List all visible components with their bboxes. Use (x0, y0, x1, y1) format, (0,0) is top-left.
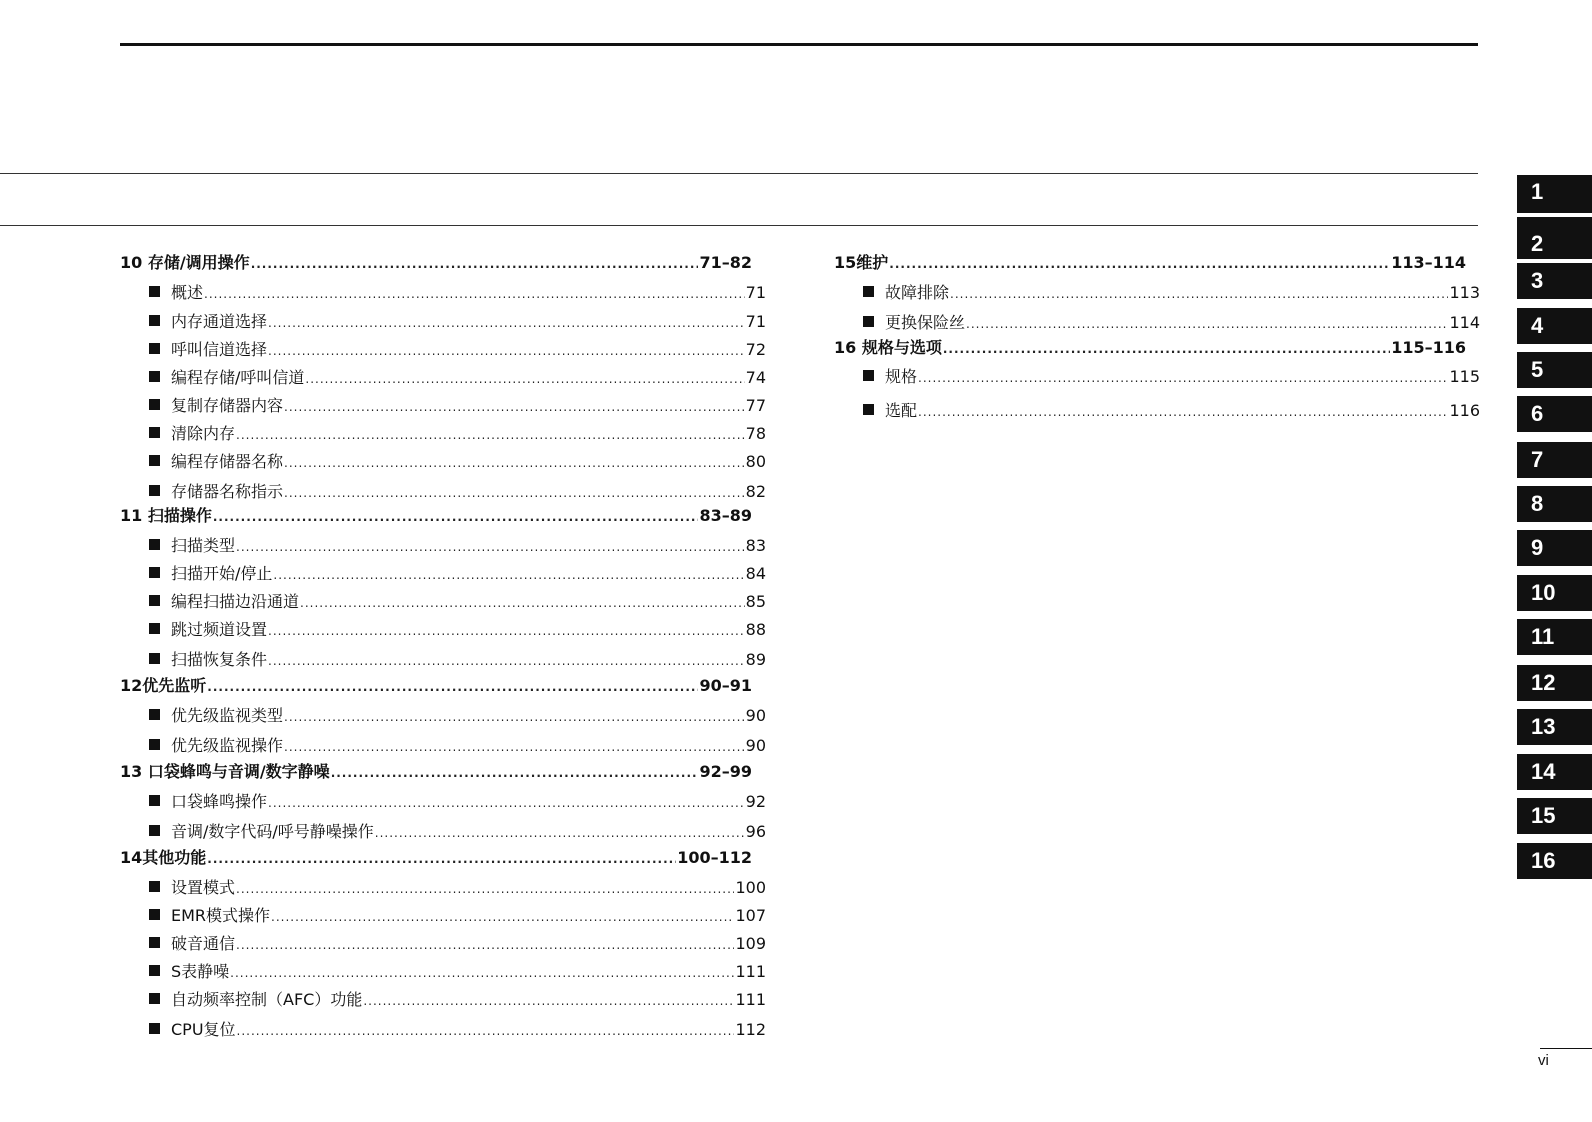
toc-subentry[interactable] (120, 311, 766, 333)
toc-section-entry[interactable] (120, 505, 752, 527)
toc-entry-page: 109 (735, 934, 766, 953)
toc-entry-label: 设置模式 (171, 878, 236, 897)
dot-leader (230, 962, 734, 984)
chapter-tab-4[interactable]: 4 (1517, 308, 1592, 344)
chapter-tab-6[interactable]: 6 (1517, 396, 1592, 432)
dot-leader (284, 396, 745, 418)
toc-subentry[interactable] (120, 563, 766, 585)
toc-subentry[interactable] (120, 821, 766, 843)
dot-leader (918, 367, 1448, 389)
dot-leader (207, 676, 698, 698)
toc-entry-page: 113–114 (1391, 253, 1466, 272)
bullet-square-icon (149, 825, 160, 836)
toc-subentry[interactable] (120, 933, 766, 955)
toc-entry-label: 音调/数字代码/呼号静噪操作 (171, 822, 374, 841)
dot-leader (375, 822, 745, 844)
toc-entry-label: 扫描开始/停止 (171, 564, 273, 583)
dot-leader (331, 762, 699, 784)
toc-subentry[interactable] (120, 395, 766, 417)
toc-entry-page: 83–89 (699, 506, 752, 525)
toc-entry-page: 100–112 (677, 848, 752, 867)
bullet-square-icon (149, 539, 160, 550)
bullet-square-icon (149, 623, 160, 634)
bullet-square-icon (149, 427, 160, 438)
dot-leader (268, 340, 745, 362)
toc-entry-page: 83 (745, 536, 766, 555)
toc-entry-label: 故障排除 (885, 283, 950, 302)
toc-subentry[interactable] (120, 591, 766, 613)
toc-entry-page: 112 (735, 1020, 766, 1039)
toc-entry-page: 115 (1449, 367, 1480, 386)
toc-entry-label: 扫描类型 (171, 536, 236, 555)
header-rule (120, 43, 1478, 46)
chapter-tab-12[interactable]: 12 (1517, 665, 1592, 701)
bullet-square-icon (149, 993, 160, 1004)
toc-entry-page: 74 (745, 368, 766, 387)
toc-entry-label: 选配 (885, 401, 918, 420)
toc-entry-label: 优先级监视操作 (171, 736, 284, 755)
toc-section-entry[interactable] (120, 252, 752, 274)
toc-entry-page: 80 (745, 452, 766, 471)
toc-entry-label: 复制存储器内容 (171, 396, 284, 415)
bullet-square-icon (149, 315, 160, 326)
bullet-square-icon (149, 653, 160, 664)
title-band-bottom-rule (0, 225, 1478, 226)
bullet-square-icon (149, 399, 160, 410)
dot-leader (271, 906, 734, 928)
chapter-tab-14[interactable]: 14 (1517, 754, 1592, 790)
toc-entry-page: 90 (745, 706, 766, 725)
toc-subentry[interactable] (834, 312, 1480, 334)
toc-subentry[interactable] (120, 989, 766, 1011)
toc-subentry[interactable] (120, 535, 766, 557)
dot-leader (204, 283, 745, 305)
toc-entry-label: CPU复位 (171, 1020, 236, 1039)
toc-subentry[interactable] (834, 366, 1480, 388)
toc-subentry[interactable] (120, 735, 766, 757)
dot-leader (268, 792, 745, 814)
toc-entry-page: 115–116 (1391, 338, 1466, 357)
toc-subentry[interactable] (120, 367, 766, 389)
toc-entry-label: 编程扫描边沿通道 (171, 592, 300, 611)
toc-entry-page: 96 (745, 822, 766, 841)
chapter-tab-2[interactable]: 2 (1517, 217, 1592, 259)
toc-entry-label: 编程存储器名称 (171, 452, 284, 471)
toc-entry-page: 100 (735, 878, 766, 897)
toc-entry-label: 自动频率控制（AFC）功能 (171, 990, 363, 1009)
bullet-square-icon (149, 881, 160, 892)
toc-entry-label: 12优先监听 (120, 676, 207, 695)
toc-entry-label: 呼叫信道选择 (171, 340, 268, 359)
toc-subentry[interactable] (120, 619, 766, 641)
dot-leader (889, 253, 1390, 275)
dot-leader (305, 368, 744, 390)
toc-entry-page: 77 (745, 396, 766, 415)
toc-subentry[interactable] (120, 877, 766, 899)
toc-entry-page: 82 (745, 482, 766, 501)
toc-subentry[interactable] (120, 451, 766, 473)
toc-entry-label: 破音通信 (171, 934, 236, 953)
toc-subentry[interactable] (120, 649, 766, 671)
dot-leader (284, 736, 745, 758)
bullet-square-icon (149, 795, 160, 806)
dot-leader (236, 424, 745, 446)
bullet-square-icon (863, 370, 874, 381)
dot-leader (966, 313, 1448, 335)
bullet-square-icon (149, 937, 160, 948)
bullet-square-icon (863, 404, 874, 415)
dot-leader (268, 312, 745, 334)
dot-leader (207, 848, 676, 870)
toc-entry-label: 13 口袋蜂鸣与音调/数字静噪 (120, 762, 330, 781)
toc-entry-label: 存储器名称指示 (171, 482, 284, 501)
bullet-square-icon (863, 286, 874, 297)
page-number: vi (1538, 1052, 1549, 1069)
toc-subentry[interactable] (120, 905, 766, 927)
toc-section-entry[interactable] (120, 675, 752, 697)
toc-entry-page: 111 (735, 990, 766, 1009)
dot-leader (268, 620, 745, 642)
dot-leader (237, 1020, 735, 1042)
dot-leader (918, 401, 1448, 423)
chapter-tab-13[interactable]: 13 (1517, 709, 1592, 745)
bullet-square-icon (149, 371, 160, 382)
toc-entry-page: 92 (745, 792, 766, 811)
toc-subentry[interactable] (120, 481, 766, 503)
page-number-rule (1540, 1048, 1592, 1049)
toc-entry-page: 71–82 (699, 253, 752, 272)
toc-entry-label: 16 规格与选项 (834, 338, 942, 357)
toc-entry-page: 71 (745, 283, 766, 302)
toc-entry-page: 72 (745, 340, 766, 359)
chapter-tab-10[interactable]: 10 (1517, 575, 1592, 611)
toc-entry-label: 编程存储/呼叫信道 (171, 368, 305, 387)
dot-leader (236, 934, 734, 956)
bullet-square-icon (149, 455, 160, 466)
toc-subentry[interactable] (120, 961, 766, 983)
toc-subentry[interactable] (120, 791, 766, 813)
toc-entry-label: 11 扫描操作 (120, 506, 212, 525)
toc-entry-label: 扫描恢复条件 (171, 650, 268, 669)
toc-entry-label: 15维护 (834, 253, 889, 272)
dot-leader (236, 878, 734, 900)
chapter-tab-3[interactable]: 3 (1517, 263, 1592, 299)
toc-entry-page: 84 (745, 564, 766, 583)
toc-entry-label: 清除内存 (171, 424, 236, 443)
toc-subentry[interactable] (120, 423, 766, 445)
toc-entry-page: 90–91 (699, 676, 752, 695)
toc-entry-page: 88 (745, 620, 766, 639)
dot-leader (213, 506, 699, 528)
toc-entry-page: 114 (1449, 313, 1480, 332)
title-band-top-rule (0, 173, 1478, 174)
bullet-square-icon (863, 316, 874, 327)
toc-subentry[interactable] (120, 339, 766, 361)
dot-leader (284, 706, 745, 728)
dot-leader (273, 564, 744, 586)
toc-entry-label: 更换保险丝 (885, 313, 966, 332)
toc-entry-label: 规格 (885, 367, 918, 386)
chapter-tab-15[interactable]: 15 (1517, 798, 1592, 834)
toc-entry-page: 71 (745, 312, 766, 331)
toc-entry-label: EMR模式操作 (171, 906, 271, 925)
toc-subentry[interactable] (120, 705, 766, 727)
chapter-tab-5[interactable]: 5 (1517, 352, 1592, 388)
dot-leader (284, 482, 745, 504)
chapter-tab-9[interactable]: 9 (1517, 530, 1592, 566)
chapter-tab-8[interactable]: 8 (1517, 486, 1592, 522)
bullet-square-icon (149, 343, 160, 354)
bullet-square-icon (149, 595, 160, 606)
bullet-square-icon (149, 909, 160, 920)
dot-leader (300, 592, 745, 614)
toc-entry-label: 14其他功能 (120, 848, 207, 867)
toc-section-entry[interactable] (834, 337, 1466, 359)
chapter-tab-11[interactable]: 11 (1517, 619, 1592, 655)
dot-leader (236, 536, 745, 558)
toc-entry-page: 116 (1449, 401, 1480, 420)
toc-section-entry[interactable] (120, 847, 752, 869)
toc-entry-page: 92–99 (699, 762, 752, 781)
chapter-tab-16[interactable]: 16 (1517, 843, 1592, 879)
bullet-square-icon (149, 567, 160, 578)
toc-entry-page: 85 (745, 592, 766, 611)
toc-entry-label: 内存通道选择 (171, 312, 268, 331)
toc-subentry[interactable] (120, 282, 766, 304)
toc-entry-label: 优先级监视类型 (171, 706, 284, 725)
dot-leader (251, 253, 699, 275)
dot-leader (363, 990, 734, 1012)
toc-entry-label: 口袋蜂鸣操作 (171, 792, 268, 811)
bullet-square-icon (149, 965, 160, 976)
toc-entry-page: 90 (745, 736, 766, 755)
toc-entry-label: 跳过频道设置 (171, 620, 268, 639)
toc-entry-label: 10 存储/调用操作 (120, 253, 250, 272)
bullet-square-icon (149, 485, 160, 496)
toc-entry-page: 107 (735, 906, 766, 925)
toc-section-entry[interactable] (120, 761, 752, 783)
toc-entry-page: 89 (745, 650, 766, 669)
dot-leader (284, 452, 745, 474)
toc-section-entry[interactable] (834, 252, 1466, 274)
toc-subentry[interactable] (834, 282, 1480, 304)
bullet-square-icon (149, 286, 160, 297)
chapter-tab-7[interactable]: 7 (1517, 442, 1592, 478)
dot-leader (268, 650, 745, 672)
dot-leader (943, 338, 1390, 360)
bullet-square-icon (149, 739, 160, 750)
toc-entry-page: 111 (735, 962, 766, 981)
toc-entry-page: 113 (1449, 283, 1480, 302)
toc-entry-page: 78 (745, 424, 766, 443)
toc-subentry[interactable] (834, 400, 1480, 422)
toc-subentry[interactable] (120, 1019, 766, 1041)
bullet-square-icon (149, 709, 160, 720)
toc-entry-label: 概述 (171, 283, 204, 302)
bullet-square-icon (149, 1023, 160, 1034)
chapter-tab-1[interactable]: 1 (1517, 175, 1592, 213)
toc-entry-label: S表静噪 (171, 962, 230, 981)
dot-leader (950, 283, 1448, 305)
